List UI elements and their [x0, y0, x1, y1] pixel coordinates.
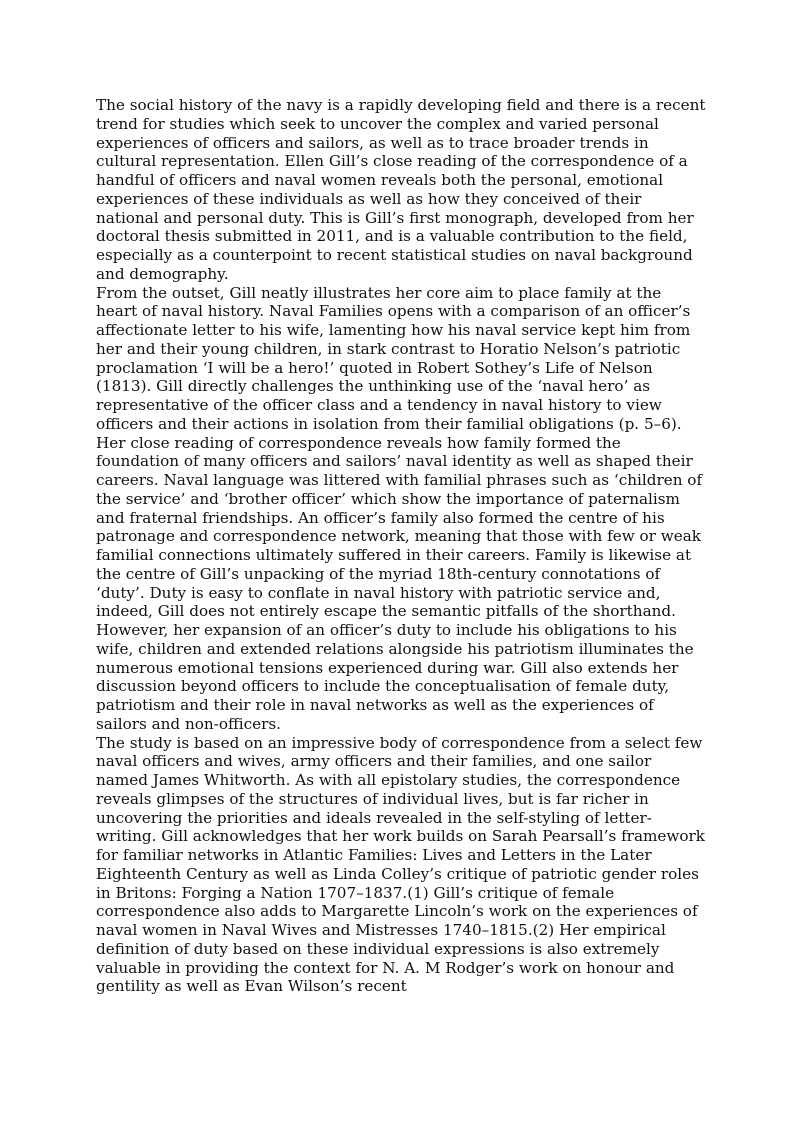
paragraph-intro: The social history of the navy is a rapidly developing field and there is a recent trend for studies which seek to uncover the complex and varied personal experiences of officers and sailors, as well as to trace broader trends in cultural representation. Ellen Gill’s close reading of the correspondence of a handful of officers and naval women reveals both the personal, emotional experiences of these individuals as well as how they conceived of their national and personal duty. This is Gill’s first monograph, developed from her doctoral thesis submitted in 2011, and is a valuable contribution to the field, especially as a counterpoint to recent statistical studies on naval background and demography.	[96, 96, 706, 283]
paragraph-family-duty: From the outset, Gill neatly illustrates her core aim to place family at the heart of naval history. Naval Families opens with a comparison of an officer’s affectionate letter to his wife, lamenting how his naval service kept him from her and their young children, in stark contrast to Horatio Nelson’s patriotic proclamation ‘I will be a hero!’ quoted in Robert Sothey’s Life of Nelson (1813). Gill directly challenges the unthinking use of the ‘naval hero’ as representative of the officer class and a tendency in naval history to view officers and their actions in isolation from their familial obligations (p. 5–6). Her close reading of correspondence reveals how family formed the foundation of many officers and sailors’ naval identity as well as shaped their careers. Naval language was littered with familial phrases such as ‘children of the service’ and ‘brother officer’ which show the importance of paternalism and fraternal friendships. An officer’s family also formed the centre of his patronage and correspondence network, meaning that those with few or weak familial connections ultimately suffered in their careers. Family is likewise at the centre of Gill’s unpacking of the myriad 18th-century connotations of ‘duty’. Duty is easy to conflate in naval history with patriotic service and, indeed, Gill does not entirely escape the semantic pitfalls of the shorthand. However, her expansion of an officer’s duty to include his obligations to his wife, children and extended relations alongside his patriotism illuminates the numerous emotional tensions experienced during war. Gill also extends her discussion beyond officers to include the conceptualisation of female duty, patriotism and their role in naval networks as well as the experiences of sailors and non-officers.	[96, 283, 703, 733]
paragraph-sources: The study is based on an impressive body of correspondence from a select few naval officers and wives, army officers and their families, and one sailor named James Whitworth. As with all epistolary studies, the correspondence reveals glimpses of the structures of individual lives, but is far richer in uncovering the priorities and ideals revealed in the self-styling of letter-writing. Gill acknowledges that her work builds on Sarah Pearsall’s framework for familiar networks in Atlantic Families: Lives and Letters in the Later Eighteenth Century as well as Linda Colley’s critique of patriotic gender roles in Britons: Forging a Nation 1707–1837.(1) Gill’s critique of female correspondence also adds to Margarette Lincoln’s work on the experiences of naval women in Naval Wives and Mistresses 1740–1815.(2) Her empirical definition of duty based on these individual expressions is also extremely valuable in providing the context for N. A. M Rodger’s work on honour and gentility as well as Evan Wilson’s recent	[96, 733, 705, 996]
document-body	[96, 96, 706, 996]
